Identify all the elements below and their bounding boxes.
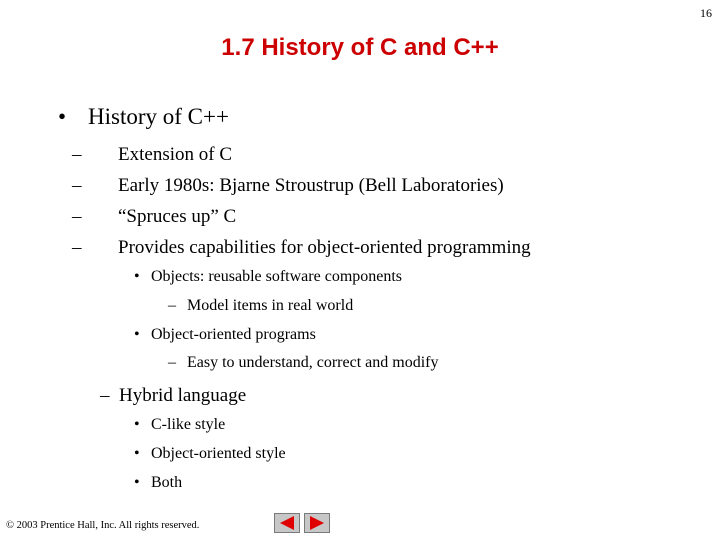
list-item: Provides capabilities for object-oriented programming [118, 237, 531, 258]
dash-marker: – [168, 297, 176, 314]
list-item: Extension of C [118, 144, 232, 165]
page-number: 16 [700, 6, 712, 20]
dash-marker: – [100, 385, 110, 406]
list-item: Model items in real world [187, 297, 354, 314]
list-item: Objects: reusable software components [151, 268, 403, 285]
bullet-marker: • [134, 326, 140, 343]
list-item: “Spruces up” C [118, 206, 237, 227]
list-item: Object-oriented style [151, 445, 286, 462]
bullet-marker: • [134, 416, 140, 433]
previous-slide-button[interactable] [274, 513, 300, 533]
list-item: Both [151, 474, 183, 491]
dash-marker: – [72, 237, 82, 258]
dash-marker: – [72, 175, 82, 196]
next-slide-button[interactable] [304, 513, 330, 533]
dash-marker: – [168, 354, 176, 371]
bullet-marker: • [134, 474, 140, 491]
dash-marker: – [72, 206, 82, 227]
list-item: Easy to understand, correct and modify [187, 354, 439, 371]
bullet-marker: • [134, 268, 140, 285]
list-item: C-like style [151, 416, 226, 433]
list-item: Early 1980s: Bjarne Stroustrup (Bell Laboratories) [118, 175, 504, 196]
copyright-footer: © 2003 Prentice Hall, Inc. All rights reserved. [6, 520, 200, 531]
list-item: Hybrid language [119, 385, 247, 406]
bullet-marker: • [134, 445, 140, 462]
bullet-marker: • [58, 104, 67, 129]
dash-marker: – [72, 144, 82, 165]
slide-title: 1.7 History of C and C++ [221, 34, 499, 61]
list-item: Object-oriented programs [151, 326, 316, 343]
triangle-left-icon [275, 514, 299, 532]
triangle-right-icon [305, 514, 329, 532]
list-item: History of C++ [88, 104, 229, 129]
